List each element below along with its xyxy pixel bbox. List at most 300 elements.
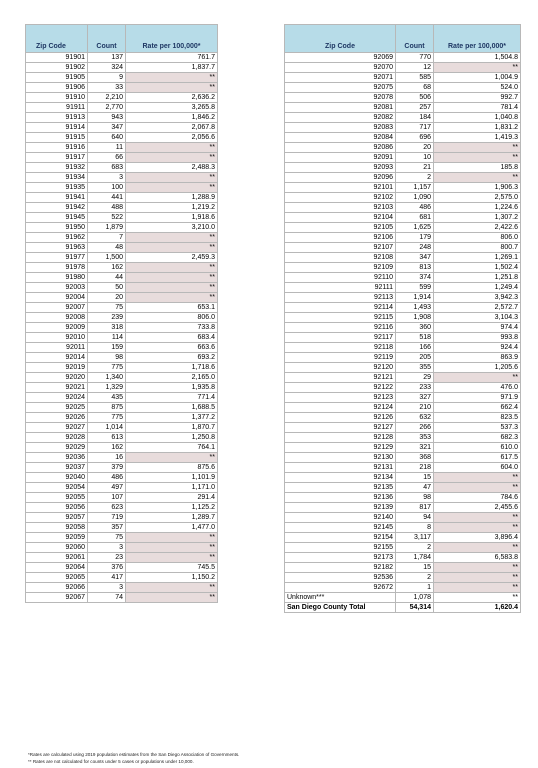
count-cell: 1,914 (396, 293, 434, 303)
left-zip-table (25, 24, 218, 603)
table-row (285, 273, 521, 283)
table-row (26, 493, 218, 503)
rate-cell: 992.7 (434, 93, 521, 103)
zip-cell: 92003 (26, 283, 88, 293)
table-row (26, 533, 218, 543)
zip-cell: 92128 (285, 433, 396, 443)
rate-cell: 1,377.2 (126, 413, 218, 423)
table-row (285, 383, 521, 393)
zip-cell: 92140 (285, 513, 396, 523)
table-row (285, 193, 521, 203)
zip-cell: 92155 (285, 543, 396, 553)
rate-cell: 806.0 (434, 233, 521, 243)
total-label: San Diego County Total (285, 603, 396, 613)
zip-cell: 92103 (285, 203, 396, 213)
zip-cell: 92070 (285, 63, 396, 73)
rate-cell: 806.0 (126, 313, 218, 323)
table-row (285, 213, 521, 223)
table-row (285, 433, 521, 443)
count-cell: 2,770 (88, 103, 126, 113)
count-cell: 210 (396, 403, 434, 413)
zip-cell: 92056 (26, 503, 88, 513)
zip-cell: 92066 (26, 583, 88, 593)
count-cell: 184 (396, 113, 434, 123)
table-row (285, 123, 521, 133)
table-row (26, 583, 218, 593)
zip-cell: 92117 (285, 333, 396, 343)
rate-cell: ** (126, 183, 218, 193)
rate-cell: 1,906.3 (434, 183, 521, 193)
zip-cell: 91917 (26, 153, 88, 163)
table-row (26, 593, 218, 603)
count-cell: 775 (88, 413, 126, 423)
count-cell: 623 (88, 503, 126, 513)
zip-cell: 91932 (26, 163, 88, 173)
count-cell: 770 (396, 53, 434, 63)
table-row (26, 343, 218, 353)
table-row (285, 403, 521, 413)
table-row (285, 293, 521, 303)
count-cell: 257 (396, 103, 434, 113)
table-row (285, 133, 521, 143)
zip-cell: 91941 (26, 193, 88, 203)
rate-cell: 764.1 (126, 443, 218, 453)
count-cell: 3 (88, 583, 126, 593)
table-row (285, 393, 521, 403)
table-row (285, 463, 521, 473)
right-zip-table (284, 24, 521, 613)
zip-cell: 92120 (285, 363, 396, 373)
rate-cell: 693.2 (126, 353, 218, 363)
rate-cell: ** (126, 583, 218, 593)
count-cell: 1,493 (396, 303, 434, 313)
rate-cell: 1,219.2 (126, 203, 218, 213)
rate-cell: 761.7 (126, 53, 218, 63)
table-row (26, 133, 218, 143)
count-cell: 1,500 (88, 253, 126, 263)
zip-cell: 92059 (26, 533, 88, 543)
rate-cell: ** (434, 143, 521, 153)
table-row (26, 173, 218, 183)
table-row (285, 323, 521, 333)
count-cell: 943 (88, 113, 126, 123)
zip-cell: 92101 (285, 183, 396, 193)
count-cell: 353 (396, 433, 434, 443)
table-row (26, 413, 218, 423)
rate-cell: 745.5 (126, 563, 218, 573)
rate-cell: ** (434, 473, 521, 483)
rate-cell: 1,269.1 (434, 253, 521, 263)
count-cell: 50 (88, 283, 126, 293)
rate-cell: 2,056.6 (126, 133, 218, 143)
zip-cell: 91914 (26, 123, 88, 133)
footnote-suppression: ** Rates are not calculated for counts under 5 cases or populations under 10,000. (28, 759, 194, 764)
table-row (285, 573, 521, 583)
table-row (285, 103, 521, 113)
rate-cell: 2,459.3 (126, 253, 218, 263)
zip-cell: 91915 (26, 133, 88, 143)
table-row (26, 253, 218, 263)
count-cell: 239 (88, 313, 126, 323)
rate-cell: ** (434, 373, 521, 383)
rate-cell: ** (126, 293, 218, 303)
rate-cell: 2,165.0 (126, 373, 218, 383)
zip-cell: 92115 (285, 313, 396, 323)
table-row (285, 113, 521, 123)
rate-cell: 2,572.7 (434, 303, 521, 313)
rate-cell: 1,837.7 (126, 63, 218, 73)
count-cell: 21 (396, 163, 434, 173)
rate-cell: ** (126, 153, 218, 163)
rate-cell: 3,265.8 (126, 103, 218, 113)
rate-cell: ** (126, 73, 218, 83)
rate-cell: 3,942.3 (434, 293, 521, 303)
zip-cell: 92096 (285, 173, 396, 183)
rate-cell: ** (434, 563, 521, 573)
count-cell: 518 (396, 333, 434, 343)
zip-cell: 92129 (285, 443, 396, 453)
rate-cell: 784.6 (434, 493, 521, 503)
zip-cell: 91945 (26, 213, 88, 223)
count-cell: 347 (88, 123, 126, 133)
table-row (285, 93, 521, 103)
table-row (26, 463, 218, 473)
zip-cell: 92672 (285, 583, 396, 593)
table-row (285, 333, 521, 343)
rate-cell: ** (126, 453, 218, 463)
zip-cell: 92084 (285, 133, 396, 143)
count-cell: 486 (396, 203, 434, 213)
zip-cell: 92078 (285, 93, 396, 103)
rate-cell: 1,289.7 (126, 513, 218, 523)
count-cell: 2 (396, 543, 434, 553)
count-cell: 3,117 (396, 533, 434, 543)
count-cell: 33 (88, 83, 126, 93)
zip-cell: 92075 (285, 83, 396, 93)
zip-cell: 92058 (26, 523, 88, 533)
table-row (285, 283, 521, 293)
rate-cell: ** (126, 243, 218, 253)
zip-cell: 92011 (26, 343, 88, 353)
rate-cell: 863.9 (434, 353, 521, 363)
count-cell: 321 (396, 443, 434, 453)
count-cell: 817 (396, 503, 434, 513)
table-row (26, 183, 218, 193)
rate-cell: 6,583.8 (434, 553, 521, 563)
count-cell: 9 (88, 73, 126, 83)
rate-cell: 1,504.8 (434, 53, 521, 63)
count-cell: 1,784 (396, 553, 434, 563)
count-cell: 2 (396, 573, 434, 583)
zip-cell: 92107 (285, 243, 396, 253)
rate-cell: 1,171.0 (126, 483, 218, 493)
zip-cell: 92145 (285, 523, 396, 533)
zip-cell: 92134 (285, 473, 396, 483)
rate-cell: 1,205.6 (434, 363, 521, 373)
zip-cell: 92024 (26, 393, 88, 403)
table-row (285, 223, 521, 233)
table-row (26, 143, 218, 153)
zip-cell: 92127 (285, 423, 396, 433)
zip-cell: 92086 (285, 143, 396, 153)
zip-cell: 92131 (285, 463, 396, 473)
count-cell: 248 (396, 243, 434, 253)
zip-cell: 92110 (285, 273, 396, 283)
count-cell: 162 (88, 263, 126, 273)
table-row (285, 313, 521, 323)
count-cell: 66 (88, 153, 126, 163)
zip-cell: 92121 (285, 373, 396, 383)
table-row (285, 153, 521, 163)
rate-cell: 1,688.5 (126, 403, 218, 413)
count-cell: 114 (88, 333, 126, 343)
count-cell: 875 (88, 403, 126, 413)
rate-cell: 781.4 (434, 103, 521, 113)
count-cell: 1,329 (88, 383, 126, 393)
rate-cell: ** (434, 173, 521, 183)
count-cell: 1 (396, 583, 434, 593)
count-cell: 1,157 (396, 183, 434, 193)
zip-cell: 91942 (26, 203, 88, 213)
table-row (26, 153, 218, 163)
count-cell: 1,625 (396, 223, 434, 233)
rate-cell: ** (434, 483, 521, 493)
rate-cell: 974.4 (434, 323, 521, 333)
zip-cell: 91978 (26, 263, 88, 273)
zip-cell: 92008 (26, 313, 88, 323)
table-row (26, 113, 218, 123)
zip-cell: 92118 (285, 343, 396, 353)
zip-cell: 91916 (26, 143, 88, 153)
rate-cell: 1,846.2 (126, 113, 218, 123)
count-cell: 486 (88, 473, 126, 483)
rate-cell: 663.6 (126, 343, 218, 353)
table-row (26, 573, 218, 583)
table-row (26, 243, 218, 253)
count-cell: 640 (88, 133, 126, 143)
count-header: Count (396, 25, 434, 53)
rate-cell: 1,477.0 (126, 523, 218, 533)
count-cell: 324 (88, 63, 126, 73)
count-cell: 10 (396, 153, 434, 163)
count-cell: 47 (396, 483, 434, 493)
rate-header: Rate per 100,000* (434, 25, 521, 53)
count-cell: 318 (88, 323, 126, 333)
rate-cell: ** (126, 173, 218, 183)
rate-cell: 823.5 (434, 413, 521, 423)
rate-cell: 617.5 (434, 453, 521, 463)
zip-cell: 92136 (285, 493, 396, 503)
rate-cell: ** (434, 543, 521, 553)
count-cell: 374 (396, 273, 434, 283)
table-row (26, 213, 218, 223)
count-cell: 613 (88, 433, 126, 443)
rate-cell: ** (126, 593, 218, 603)
table-row (26, 233, 218, 243)
count-cell: 585 (396, 73, 434, 83)
rate-cell: 1,224.6 (434, 203, 521, 213)
zip-cell: 91950 (26, 223, 88, 233)
rate-cell: 662.4 (434, 403, 521, 413)
rate-cell: 682.3 (434, 433, 521, 443)
rate-cell: ** (434, 513, 521, 523)
zip-cell: 92065 (26, 573, 88, 583)
table-row (26, 303, 218, 313)
rate-cell: ** (126, 553, 218, 563)
zip-cell: 92122 (285, 383, 396, 393)
count-cell: 94 (396, 513, 434, 523)
rate-cell: ** (434, 583, 521, 593)
zip-cell: 91934 (26, 173, 88, 183)
count-cell: 488 (88, 203, 126, 213)
count-cell: 233 (396, 383, 434, 393)
table-row (285, 263, 521, 273)
rate-cell: 3,896.4 (434, 533, 521, 543)
table-row (26, 203, 218, 213)
zip-cell: 92067 (26, 593, 88, 603)
table-row (285, 353, 521, 363)
table-row (285, 563, 521, 573)
zip-cell: 92106 (285, 233, 396, 243)
table-row (26, 163, 218, 173)
zip-header: Zip Code (26, 25, 88, 53)
count-cell: 717 (396, 123, 434, 133)
count-cell: 522 (88, 213, 126, 223)
zip-cell: 92054 (26, 483, 88, 493)
count-cell: 360 (396, 323, 434, 333)
total-row (285, 603, 521, 613)
zip-cell: 92081 (285, 103, 396, 113)
rate-cell: 1,101.9 (126, 473, 218, 483)
table-row (285, 253, 521, 263)
count-cell: 107 (88, 493, 126, 503)
count-cell: 1,340 (88, 373, 126, 383)
zip-cell: 92060 (26, 543, 88, 553)
zip-cell: 92019 (26, 363, 88, 373)
zip-cell: 91963 (26, 243, 88, 253)
count-cell: 2 (396, 173, 434, 183)
zip-cell: 92028 (26, 433, 88, 443)
table-row (26, 423, 218, 433)
rate-cell: 1,718.6 (126, 363, 218, 373)
zip-cell: 91980 (26, 273, 88, 283)
table-row (285, 163, 521, 173)
zip-cell: 92102 (285, 193, 396, 203)
table-row (285, 173, 521, 183)
rate-cell: 604.0 (434, 463, 521, 473)
count-cell: 435 (88, 393, 126, 403)
total-count: 54,314 (396, 603, 434, 613)
rate-cell: 185.8 (434, 163, 521, 173)
zip-cell: 92061 (26, 553, 88, 563)
table-row (26, 543, 218, 553)
zip-cell: 91901 (26, 53, 88, 63)
unknown-rate: ** (434, 593, 521, 603)
table-row (26, 63, 218, 73)
rate-cell: 1,419.3 (434, 133, 521, 143)
rate-cell: ** (434, 63, 521, 73)
unknown-row (285, 593, 521, 603)
table-row (285, 73, 521, 83)
table-row (285, 553, 521, 563)
total-rate: 1,620.4 (434, 603, 521, 613)
table-row (285, 473, 521, 483)
count-cell: 681 (396, 213, 434, 223)
zip-cell: 92026 (26, 413, 88, 423)
rate-cell: 993.8 (434, 333, 521, 343)
zip-cell: 91906 (26, 83, 88, 93)
table-row (26, 313, 218, 323)
footnote-rates: *Rates are calculated using 2019 population estimates from the San Diego Association of Governments. (28, 752, 240, 757)
table-row (26, 223, 218, 233)
table-row (285, 443, 521, 453)
rate-cell: ** (126, 543, 218, 553)
count-cell: 599 (396, 283, 434, 293)
zip-cell: 92010 (26, 333, 88, 343)
count-cell: 15 (396, 473, 434, 483)
zip-cell: 91905 (26, 73, 88, 83)
table-row (285, 183, 521, 193)
table-row (285, 63, 521, 73)
count-cell: 12 (396, 63, 434, 73)
zip-cell: 92173 (285, 553, 396, 563)
rate-cell: ** (126, 263, 218, 273)
rate-cell: 3,210.0 (126, 223, 218, 233)
zip-cell: 92004 (26, 293, 88, 303)
table-row (26, 83, 218, 93)
rate-cell: ** (126, 143, 218, 153)
table-row (26, 193, 218, 203)
table-row (26, 523, 218, 533)
table-row (285, 453, 521, 463)
count-cell: 137 (88, 53, 126, 63)
zip-cell: 92040 (26, 473, 88, 483)
table-row (26, 273, 218, 283)
table-row (26, 293, 218, 303)
rate-cell: ** (434, 523, 521, 533)
rate-cell: 1,150.2 (126, 573, 218, 583)
rate-cell: 2,455.6 (434, 503, 521, 513)
rate-cell: 1,307.2 (434, 213, 521, 223)
table-row (285, 233, 521, 243)
zip-cell: 91935 (26, 183, 88, 193)
rate-cell: ** (434, 153, 521, 163)
count-cell: 266 (396, 423, 434, 433)
table-row (285, 543, 521, 553)
zip-cell: 92057 (26, 513, 88, 523)
table-row (26, 123, 218, 133)
table-row (285, 503, 521, 513)
table-row (285, 583, 521, 593)
table-row (26, 393, 218, 403)
table-row (26, 93, 218, 103)
zip-cell: 92025 (26, 403, 88, 413)
count-cell: 683 (88, 163, 126, 173)
table-row (285, 373, 521, 383)
rate-cell: ** (126, 283, 218, 293)
count-cell: 159 (88, 343, 126, 353)
count-cell: 1,879 (88, 223, 126, 233)
zip-cell: 92139 (285, 503, 396, 513)
table-row (285, 363, 521, 373)
table-row (26, 333, 218, 343)
rate-cell: 875.6 (126, 463, 218, 473)
zip-cell: 92105 (285, 223, 396, 233)
count-cell: 205 (396, 353, 434, 363)
table-row (285, 303, 521, 313)
table-row (26, 73, 218, 83)
table-row (26, 323, 218, 333)
